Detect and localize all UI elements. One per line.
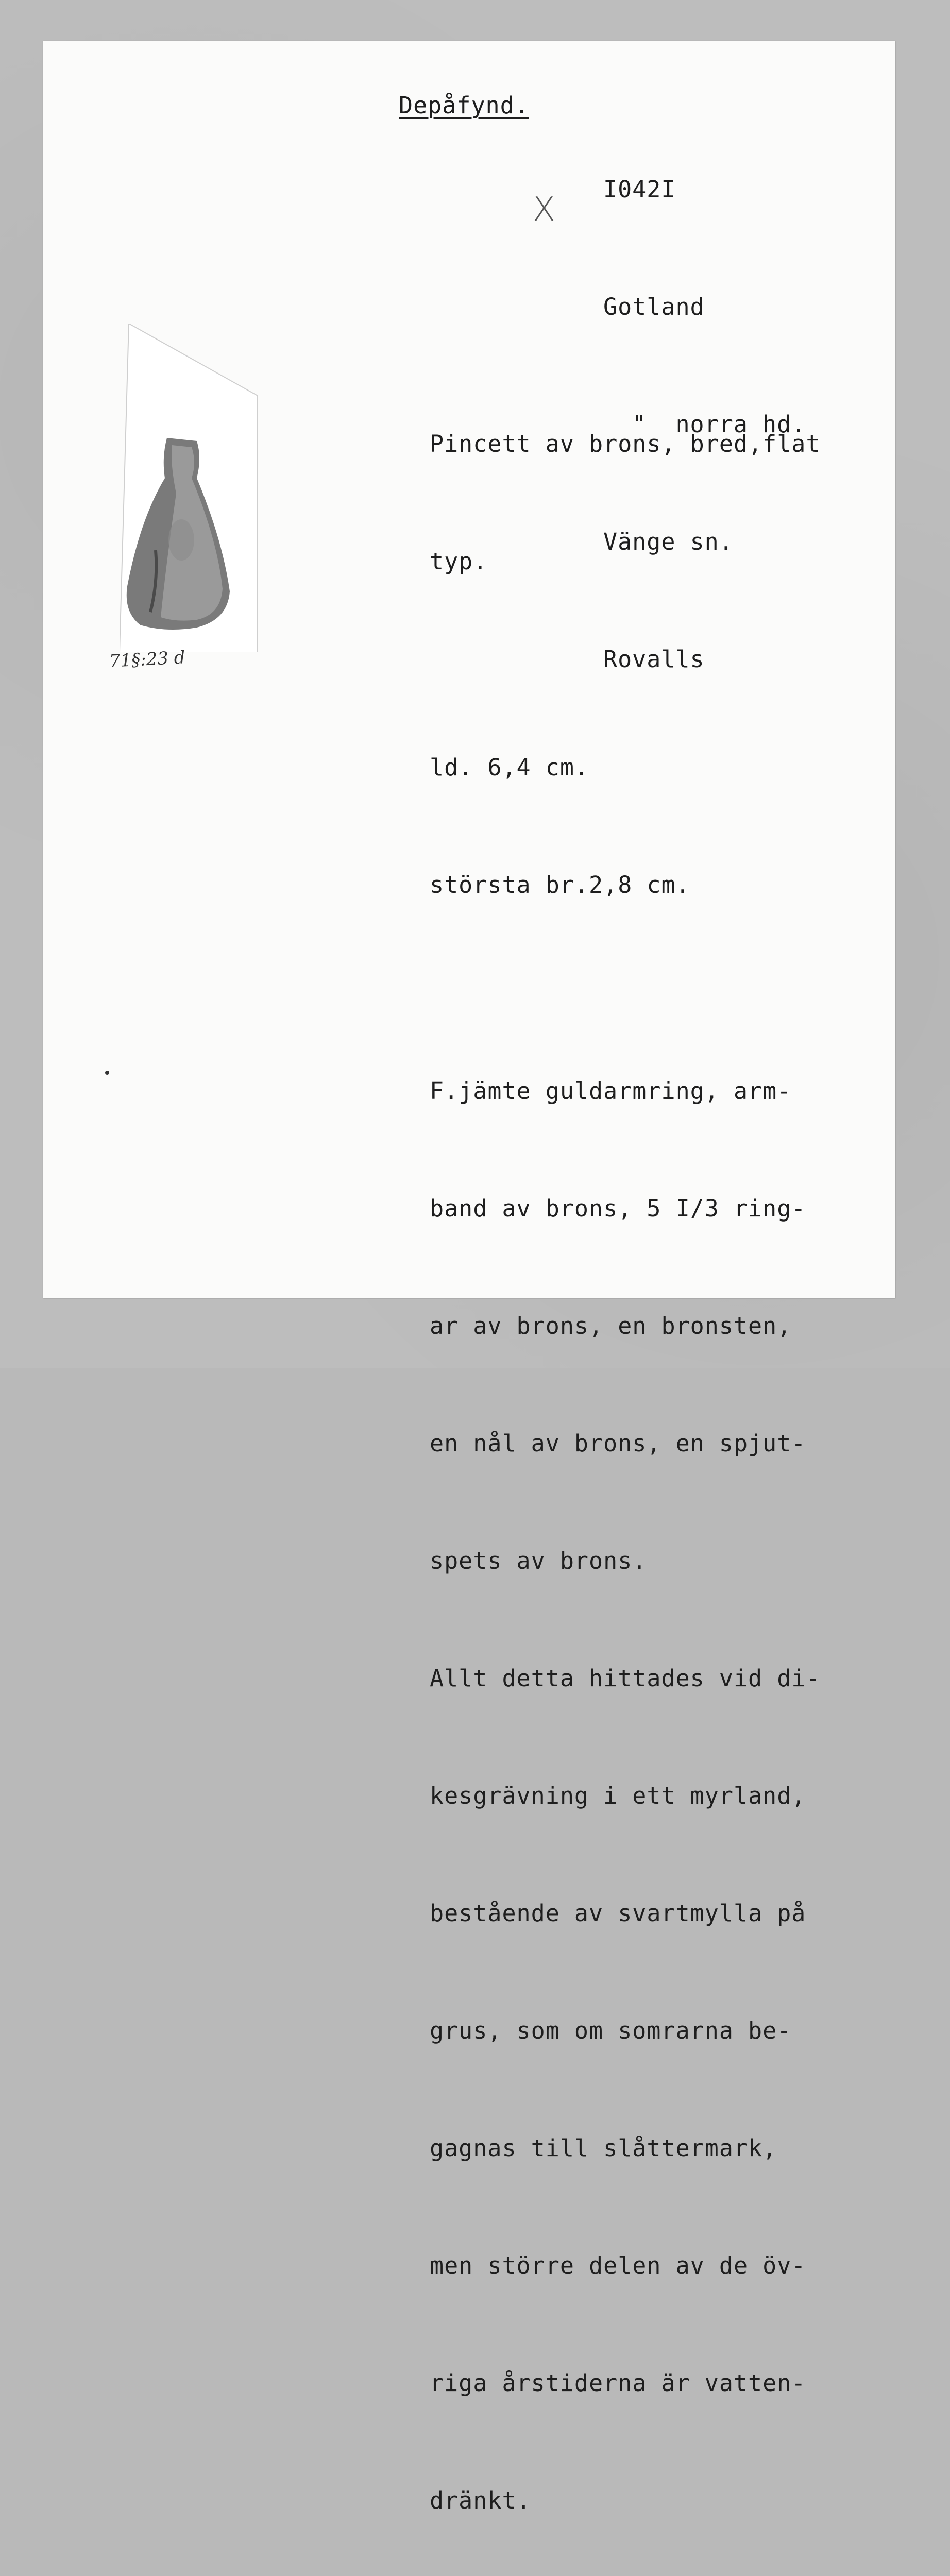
ink-dot [105, 1071, 109, 1075]
catalog-district: " norra hd. [603, 411, 806, 438]
artifact-photo [120, 324, 260, 652]
find-context-line: ar av brons, en bronsten, [430, 1312, 792, 1340]
find-context-line: spets av brons. [430, 1547, 647, 1574]
measurement-line: största br.2,8 cm. [430, 871, 690, 899]
card-heading: Depåfynd. [399, 92, 529, 119]
artifact-description [430, 346, 821, 2576]
find-context-line: grus, som om somrarna be- [430, 2017, 792, 2044]
find-context-line: riga årstiderna är vatten- [430, 2369, 806, 2397]
catalog-number: I042I [603, 176, 676, 203]
find-context-line: band av brons, 5 I/3 ring- [430, 1195, 806, 1222]
photo-inventory-number: 71§:23 d [109, 647, 186, 672]
find-context-line: Allt detta hittades vid di- [430, 1665, 821, 1692]
find-context-line: F.jämte guldarmring, arm- [430, 1077, 792, 1105]
find-context-line: bestående av svartmylla på [430, 1900, 806, 1927]
tweezers-photo-image [120, 324, 260, 652]
catalog-parish: Vänge sn. [603, 528, 734, 555]
catalog-province: Gotland [603, 293, 705, 320]
catalog-card [43, 41, 895, 2514]
handwritten-x-mark: X [533, 191, 555, 229]
find-context-line: kesgrävning i ett myrland, [430, 1782, 806, 1809]
description-line: typ. [430, 548, 488, 575]
find-context-line: en nål av brons, en spjut- [430, 1430, 806, 1457]
description-line: Pincett av brons, bred,flat [430, 430, 821, 457]
find-context-line: gagnas till slåttermark, [430, 2134, 777, 2162]
find-context-line: men större delen av de öv- [430, 2252, 806, 2279]
catalog-site: Rovalls [603, 646, 705, 673]
find-context-line: dränkt. [430, 2487, 531, 2514]
measurement-line: ld. 6,4 cm. [430, 754, 589, 781]
